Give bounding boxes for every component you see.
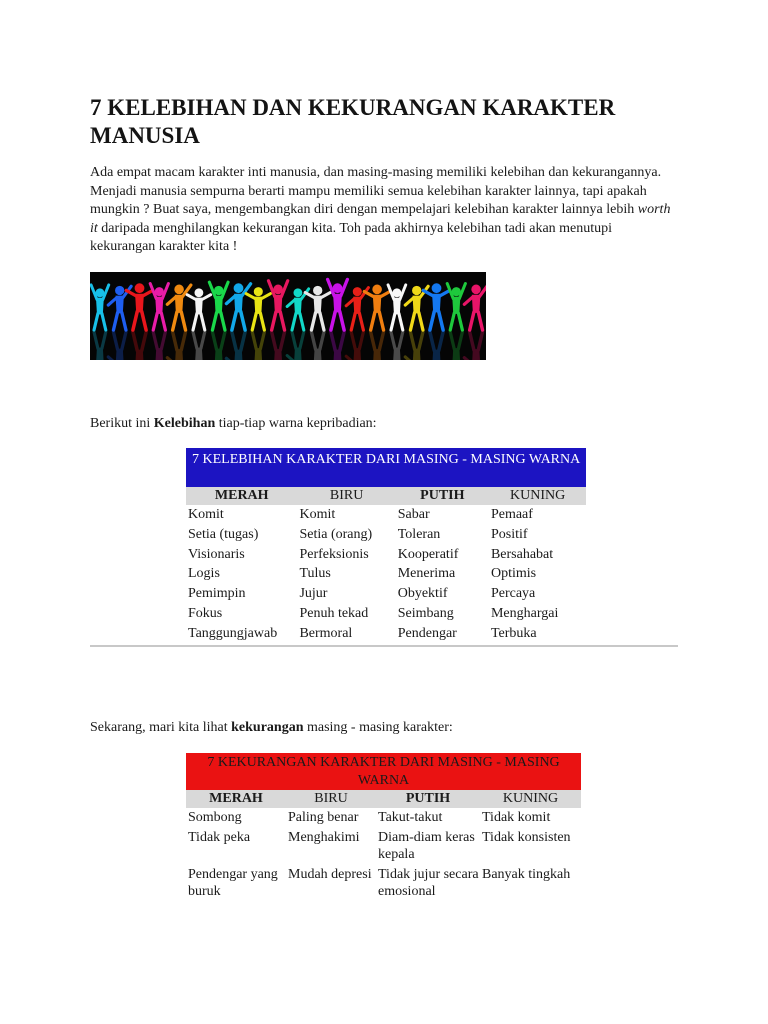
table-cell: Tidak peka	[188, 829, 251, 845]
table-cell: Percaya	[490, 586, 536, 602]
silhouette-figure	[268, 332, 287, 360]
silhouette-figure	[364, 332, 390, 360]
silhouette-figure	[209, 332, 228, 360]
table-cell: Pemaaf	[490, 507, 533, 522]
silhouette-figure	[268, 281, 287, 330]
table-cell: Positif	[490, 526, 528, 542]
silhouette-figure	[464, 332, 486, 360]
table-cell: Terbuka	[490, 625, 537, 641]
table-cell: Komit	[188, 507, 224, 522]
table-cell: Menerima	[397, 566, 456, 582]
table-cell: Bersahabat	[490, 546, 554, 562]
silhouette-figure	[167, 285, 191, 330]
page-title: 7 KELEBIHAN DAN KEKURANGAN KARAKTER MANUSIA	[90, 95, 616, 148]
table-row	[186, 865, 581, 902]
table-cell: Jujur	[299, 586, 328, 602]
kekurangan-intro	[90, 719, 453, 737]
silhouette-figure	[209, 282, 228, 330]
silhouette-figure	[126, 332, 152, 360]
kelebihan-intro-before: Berikut ini	[90, 416, 154, 431]
table-cell: Setia (orang)	[299, 526, 373, 542]
table-cell: Menghakimi	[288, 829, 360, 845]
silhouette-figure	[364, 285, 390, 330]
silhouette-figure	[150, 284, 168, 330]
header-kuning: KUNING	[489, 487, 586, 505]
silhouette-figure	[405, 332, 428, 360]
table-row	[186, 584, 586, 604]
silhouette-figure	[167, 332, 191, 360]
table-cell: Tulus	[299, 566, 331, 582]
silhouette-figure	[388, 285, 406, 330]
intro-text-1: Ada empat macam karakter inti manusia, dan masing-masing memiliki kelebihan dan kekurangannya. Menjadi manusia sempurna berarti mampu memiliki semua kelebihan karakter lainnya, tapi apakah mungkin ? Buat saya, mengembangkan diri dengan mempelajari kelebihan karakter lainnya lebih	[90, 165, 662, 218]
silhouette-figure	[91, 332, 109, 360]
table-cell: Toleran	[397, 526, 441, 542]
table-cell: Optimis	[490, 566, 537, 582]
intro-emphasis: worth it	[90, 202, 671, 236]
kelebihan-table	[186, 448, 586, 644]
intro-paragraph	[90, 164, 680, 257]
kelebihan-intro-bold: Kelebihan	[153, 416, 216, 431]
kekurangan-table-title: 7 KEKURANGAN KARAKTER DARI MASING - MASING WARNA	[186, 753, 581, 790]
section-divider	[90, 645, 678, 647]
silhouette-figure	[246, 332, 270, 360]
silhouette-figure	[388, 332, 406, 360]
table-cell: Pendengar yang buruk	[188, 866, 278, 899]
silhouette-figure	[150, 332, 168, 360]
people-silhouettes-banner	[90, 272, 486, 360]
header-putih: PUTIH	[396, 487, 489, 505]
table-row	[186, 505, 586, 525]
table-cell: Bermoral	[299, 625, 353, 641]
table-cell: Sabar	[397, 507, 430, 522]
silhouette-figure	[287, 289, 309, 330]
silhouette-figure	[287, 332, 309, 360]
silhouette-figure	[126, 284, 152, 330]
silhouette-figure	[305, 332, 330, 360]
kelebihan-intro-after: tiap-tiap warna kepribadian:	[215, 416, 377, 431]
table-cell: Tidak komit	[482, 810, 551, 825]
table-cell: Visionaris	[188, 546, 245, 562]
table-cell: Kooperatif	[397, 546, 459, 562]
kekurangan-intro-bold: kekurangan	[231, 720, 304, 735]
silhouette-figure	[423, 332, 449, 360]
kekurangan-table	[186, 753, 581, 902]
intro-text-2: daripada menghilangkan kekurangan kita. Toh pada akhirnya kelebihan tadi akan menutupi kekurangan karakter kita !	[90, 220, 613, 255]
silhouette-figure	[108, 332, 131, 360]
silhouette-figure	[226, 284, 250, 330]
silhouette-figure	[346, 288, 368, 330]
silhouette-figure	[328, 279, 348, 330]
silhouette-figure	[226, 332, 250, 360]
header-merah: MERAH	[186, 790, 286, 808]
table-cell: Tidak konsisten	[482, 829, 571, 845]
silhouette-figure	[91, 285, 109, 330]
silhouette-figure	[187, 332, 211, 360]
table-row	[186, 604, 586, 624]
table-row	[186, 808, 581, 828]
silhouettes-illustration	[90, 272, 486, 360]
table-cell: Komit	[299, 507, 336, 522]
table-cell: Setia (tugas)	[188, 526, 259, 542]
header-kuning: KUNING	[480, 790, 581, 808]
table-cell: Tanggungjawab	[188, 625, 278, 641]
kekurangan-intro-before: Sekarang, mari kita lihat	[90, 720, 232, 735]
table-cell: Logis	[188, 566, 220, 582]
table-row	[186, 564, 586, 584]
table-cell: Banyak tingkah	[482, 866, 571, 882]
table-cell: Takut-takut	[378, 810, 443, 825]
header-biru: BIRU	[297, 487, 395, 505]
silhouette-figure	[447, 332, 465, 360]
silhouette-figure	[305, 286, 330, 330]
silhouette-figure	[423, 284, 449, 330]
table-cell: Perfeksionis	[299, 546, 369, 562]
table-cell: Fokus	[188, 605, 223, 621]
silhouette-figure	[328, 332, 348, 360]
table-cell: Penuh tekad	[299, 605, 369, 621]
table-cell: Sombong	[188, 810, 242, 825]
silhouette-figure	[187, 289, 211, 330]
table-cell: Paling benar	[288, 810, 359, 825]
kekurangan-intro-after: masing - masing karakter:	[303, 720, 453, 735]
table-cell: Tidak jujur secara emosional	[378, 866, 479, 899]
kelebihan-intro	[90, 415, 377, 433]
header-merah: MERAH	[186, 487, 297, 505]
kelebihan-table-title: 7 KELEBIHAN KARAKTER DARI MASING - MASING WARNA	[186, 448, 586, 487]
silhouette-figure	[447, 284, 465, 330]
table-cell: Menghargai	[490, 605, 559, 621]
table-cell: Pemimpin	[188, 586, 246, 602]
table-cell: Seimbang	[397, 605, 454, 621]
header-putih: PUTIH	[376, 790, 480, 808]
table-row	[186, 525, 586, 545]
table-cell: Mudah depresi	[288, 866, 372, 882]
table-row	[186, 624, 586, 644]
table-cell: Pendengar	[397, 625, 457, 641]
header-biru: BIRU	[286, 790, 376, 808]
silhouette-figure	[464, 285, 486, 330]
silhouette-figure	[346, 332, 368, 360]
table-cell: Obyektif	[397, 586, 448, 602]
silhouette-figure	[246, 288, 270, 330]
table-cell: Diam-diam keras kepala	[378, 829, 475, 862]
table-row	[186, 828, 581, 865]
table-row	[186, 545, 586, 565]
